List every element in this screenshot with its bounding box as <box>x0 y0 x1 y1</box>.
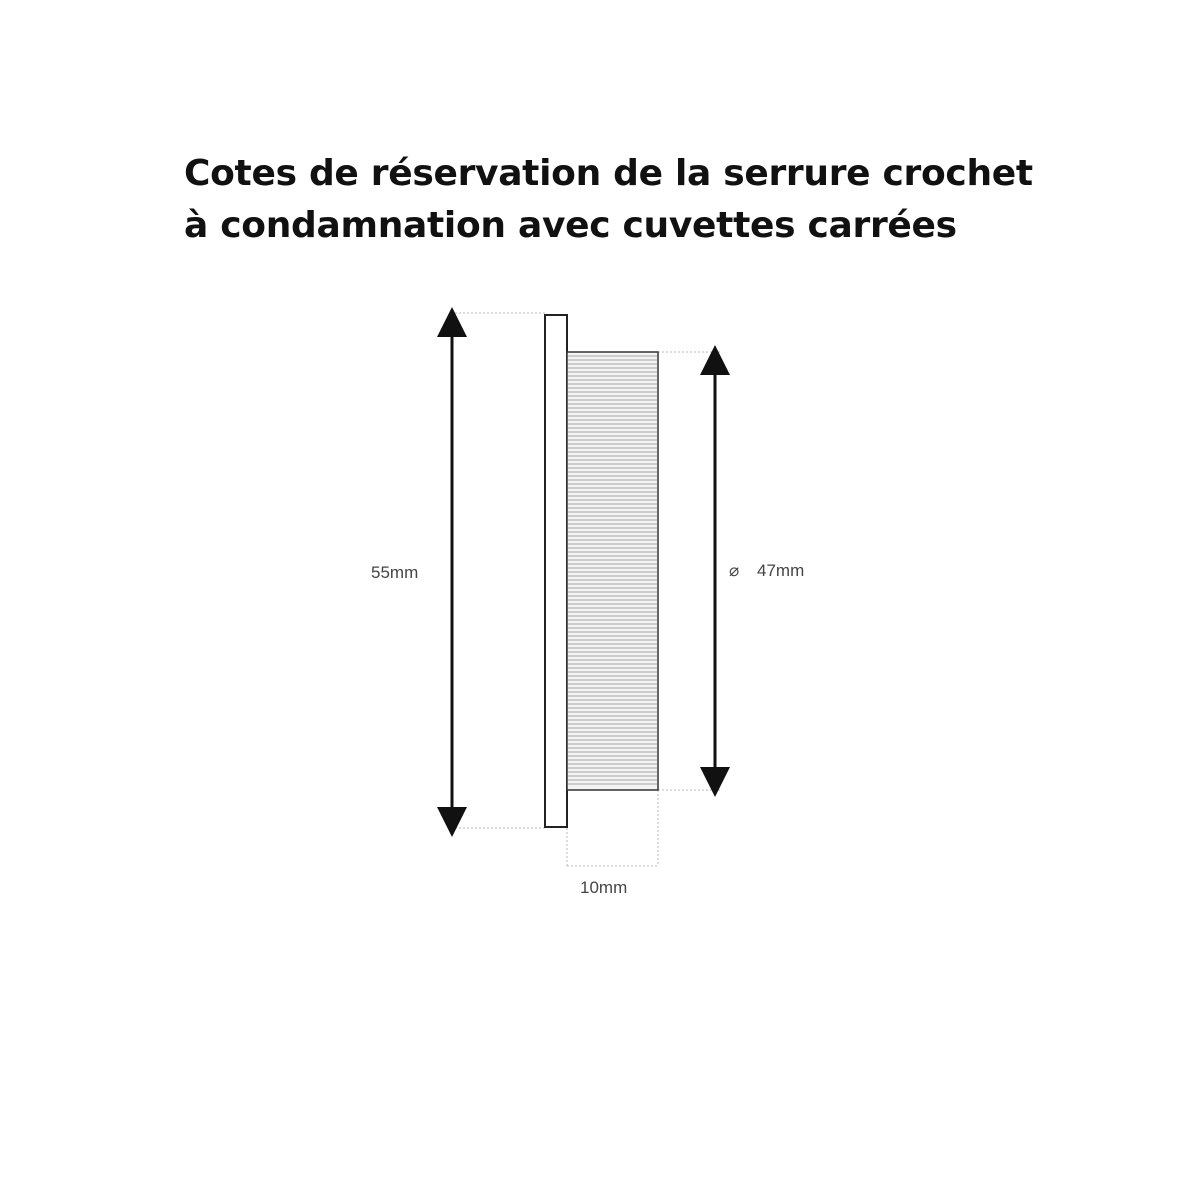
diameter-label: 47mm <box>757 561 805 580</box>
title-line-2: à condamnation avec cuvettes carrées <box>184 205 957 246</box>
cup-body <box>567 352 658 790</box>
depth-label: 10mm <box>580 878 628 897</box>
diameter-symbol: ⌀ <box>729 561 740 580</box>
title-line-1: Cotes de réservation de la serrure crochet <box>184 153 1033 194</box>
face-plate <box>545 315 567 827</box>
height-label: 55mm <box>371 563 419 582</box>
